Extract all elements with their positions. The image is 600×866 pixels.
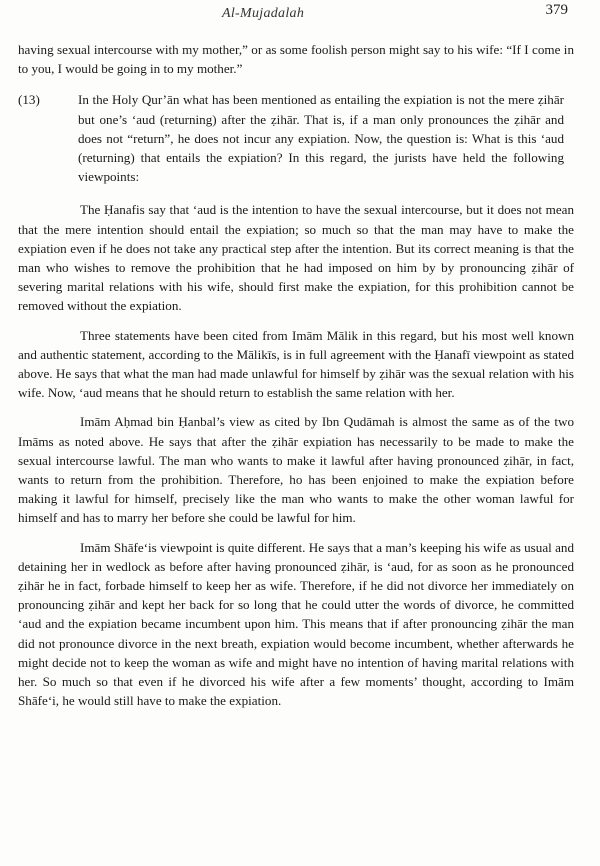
hanafi-paragraph: The Ḥanafis say that ‘aud is the intention to have the sexual intercourse, but it does not mean that the mere intention should entail the expiation; so much so that the man may have to make the expiation even if he does not take any practical step after the intention. But its correct meaning is that the man who wishes to remove the prohibition that he had imposed on him by by pronouncing ẓihār of severing marital relations with his wife, should first make the expiation, for this prohibition cannot be removed without the expiation. xyxy=(18,202,574,314)
paragraph-13-text: In the Holy Qur’ān what has been mentioned as entailing the expiation is not the mere ẓihār but one’s ‘aud (returning) after the ẓihār. That is, if a man only pronounces the ẓihār and does not “return”, he does not incur any expiation. Now, the question is: What is this ‘aud (returning) that entails the expiation? In this regard, the jurists have held the following viewpoints: xyxy=(78,92,564,185)
page-body xyxy=(18,40,574,721)
shafei-paragraph: Imām Shāfe‘is viewpoint is quite different. He says that a man’s keeping his wife as usual and detaining her in wedlock as before after having pronounced ẓihār, is ‘aud, for as soon as he pronounced ẓihār he in fact, forbade himself to keep her as wife. Therefore, if he did not divorce her immediately on pronouncing ẓihār and kept her back for so long that he could utter the words of divorce, he committed ‘aud and the expiation became incumbent upon him. This means that if after pronouncing ẓihār the man did not pronounce divorce in the next breath, expiation would become incumbent, whether afterwards he might decide not to keep the woman as wife and might have no intention of having marital relations with her. So much so that even if he divorced his wife after a few moments’ thought, according to Imām Shāfe‘i, he would still have to make the expiation. xyxy=(18,539,574,709)
paragraph-number: (13) xyxy=(18,92,40,108)
ahmad-paragraph: Imām Aḥmad bin Ḥanbal’s view as cited by Ibn Qudāmah is almost the same as of the two Imāms as noted above. He says that after the ẓihār expiation has necessarily to be made to make the sexual intercourse lawful. The man who wants to make it lawful after having pronounced ẓihār, in fact, wants to return from the prohibition. Therefore, ho has been enjoined to make the expiation before making it lawful for himself, precisely like the man who wants to make the other woman lawful for himself and has to marry her before she could be lawful for him. xyxy=(18,414,574,526)
numbered-paragraph-13 xyxy=(18,90,574,186)
continuation-paragraph: having sexual intercourse with my mother,” or as some foolish person might say to his wife: “If I come in to you, I would be going in to my mother.” xyxy=(18,42,574,77)
malik-paragraph: Three statements have been cited from Imām Mālik in this regard, but his most well known and authentic statement, according to the Mālikīs, is in full agreement with the Ḥanafī viewpoint as stated above. He says that what the man had made unlawful for himself by ẓihār was the sexual relation with his wife. Now, ‘aud means that he should return to establish the same relation with her. xyxy=(18,327,574,401)
page-header xyxy=(0,2,600,24)
running-head: Al-Mujadalah xyxy=(222,6,305,21)
page-number: 379 xyxy=(545,2,568,18)
